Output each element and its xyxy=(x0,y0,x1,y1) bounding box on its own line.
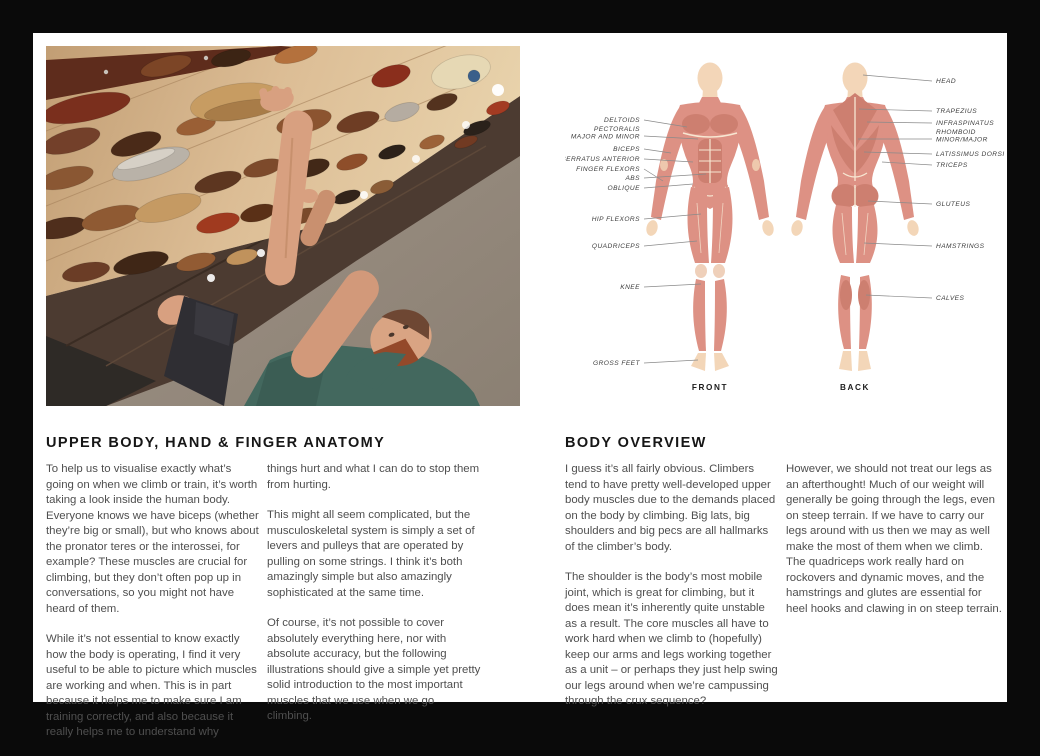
paragraph: While it’s not essential to know exactly how the body is operating, I find it very useful to be able to picture which muscles are working and when. This is in part because it helps me to make sure I am training correctly, and also because it really helps me to understand why xyxy=(46,633,257,738)
label-leader-line xyxy=(644,284,701,287)
front-figure xyxy=(645,63,776,372)
climber-photo xyxy=(46,46,520,406)
left-page-heading: UPPER BODY, HAND & FINGER ANATOMY xyxy=(46,435,386,451)
muscle-label: FINGER FLEXORS xyxy=(576,166,640,173)
text-column-2 xyxy=(267,462,481,740)
muscle-label: GLUTEUS xyxy=(936,201,971,208)
muscle-label: SERRATUS ANTERIOR xyxy=(565,156,640,163)
text-column-3 xyxy=(565,462,779,725)
paragraph: However, we should not treat our legs as an afterthought! Much of our weight will generally be going through the legs, even on steep terrain. If we have to carry our legs around with us then we may as well make the most of them when we climb. The quadriceps work really hard on rockovers and dynamic moves, and the hamstrings and glutes are essential for heel hooks and clawing in on steep terrain. xyxy=(786,463,1002,615)
right-page-heading: BODY OVERVIEW xyxy=(565,435,707,451)
climber-photo-illustration xyxy=(46,46,520,406)
text-column-4 xyxy=(786,462,1004,632)
paragraph: To help us to visualise exactly what’s going on when we climb or train, it’s worth taking a look inside the human body. Everyone knows we have biceps (whether they’re big or small), but who knows about the pronator teres or the interossei, for example? These muscles are crucial for climbing, but they don’t often pop up in conversations, so you might not have heard of them. xyxy=(46,463,259,615)
muscle-label: HAMSTRINGS xyxy=(936,243,985,250)
muscle-label: OBLIQUE xyxy=(607,185,640,192)
paragraph: things hurt and what I can do to stop them from hurting. xyxy=(267,463,480,491)
muscle-label: PECTORALIS MAJOR AND MINOR xyxy=(570,126,640,141)
label-leader-line xyxy=(882,162,932,165)
label-leader-line xyxy=(644,360,698,363)
anatomy-diagram xyxy=(565,53,1005,403)
muscle-label: LATISSIMUS DORSI xyxy=(936,151,1005,158)
muscle-label: ABS xyxy=(625,175,640,182)
book-page xyxy=(33,33,1007,738)
muscle-label: INFRASPINATUS xyxy=(936,120,995,127)
paragraph: This might all seem complicated, but the musculoskeletal system is simply a set of levers and pulleys that are operated by pulling on some strings. I think it’s both amazingly simple but also amazingly sophisticated at the same time. xyxy=(267,509,475,599)
muscle-label: BICEPS xyxy=(613,146,640,153)
muscle-label: HEAD xyxy=(936,78,957,85)
anatomy-svg xyxy=(565,53,1005,403)
paragraph: The shoulder is the body’s most mobile joint, which is great for climbing, but it does mean it’s inherently quite unstable as a result. The core muscles all have to work hard when we climb to (hopefully) keep our arms and legs working together as a unit – or perhaps they just help swing our legs around when we’re campussing through the crux sequence? xyxy=(565,571,778,707)
front-caption: FRONT xyxy=(691,383,729,392)
text-column-1 xyxy=(46,462,259,756)
muscle-label: HIP FLEXORS xyxy=(591,216,640,223)
back-figure xyxy=(790,63,921,372)
label-leader-line xyxy=(863,75,932,81)
muscle-label: GROSS FEET xyxy=(593,360,640,367)
paragraph: Of course, it’s not possible to cover absolutely everything here, nor with absolute accuracy, but the following illustrations should give a simple yet pretty solid introduction to the most important muscles that we use when we go climbing. xyxy=(267,617,481,722)
muscle-label: DELTOIDS xyxy=(604,117,640,124)
label-leader-line xyxy=(866,295,932,298)
paragraph: I guess it’s all fairly obvious. Climbers tend to have pretty well-developed upper body muscles due to the demands placed on the body by climbing. Big lats, big shoulders and big pecs are all hallmarks of the climber’s body. xyxy=(565,463,776,553)
muscle-label: QUADRICEPS xyxy=(591,243,640,250)
muscle-label: KNEE xyxy=(620,284,640,291)
muscle-label: CALVES xyxy=(936,295,965,302)
muscle-label: TRAPEZIUS xyxy=(936,108,978,115)
muscle-label: RHOMBOID MINOR/MAJOR xyxy=(936,129,988,144)
muscle-label: TRICEPS xyxy=(936,162,968,169)
back-caption: BACK xyxy=(839,383,871,392)
label-leader-line xyxy=(644,241,697,246)
